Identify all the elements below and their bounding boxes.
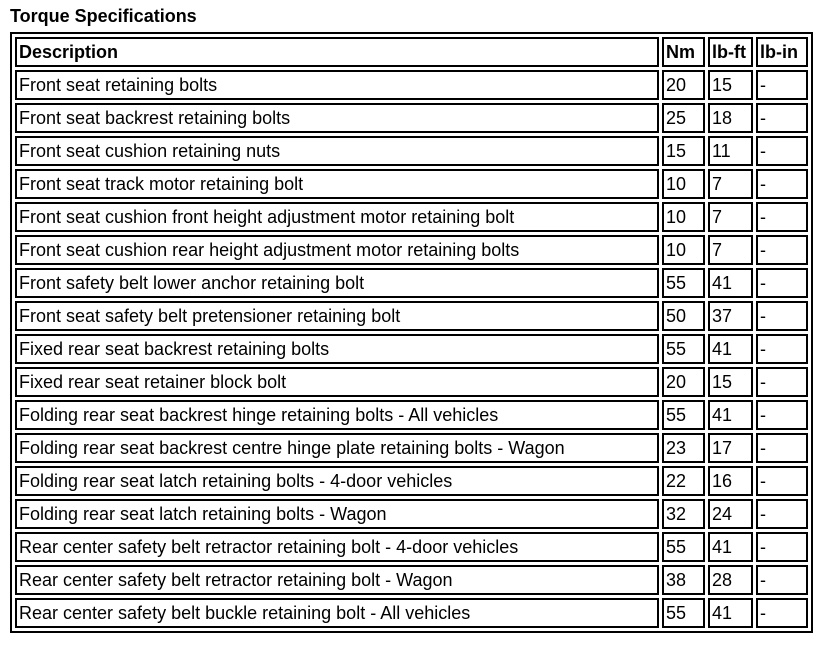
cell-description: Front seat cushion front height adjustment motor retaining bolt <box>15 202 659 232</box>
table-row <box>15 202 808 232</box>
torque-spec-table <box>10 32 813 633</box>
cell-lb-ft: 41 <box>708 400 753 430</box>
cell-lb-ft: 7 <box>708 169 753 199</box>
table-row <box>15 235 808 265</box>
cell-description: Front seat cushion rear height adjustment motor retaining bolts <box>15 235 659 265</box>
cell-lb-ft: 7 <box>708 235 753 265</box>
cell-lb-ft: 41 <box>708 268 753 298</box>
table-header-row <box>15 37 808 67</box>
cell-nm: 55 <box>662 598 705 628</box>
header-lb-ft: lb-ft <box>708 37 753 67</box>
cell-nm: 38 <box>662 565 705 595</box>
cell-lb-ft: 15 <box>708 367 753 397</box>
cell-nm: 20 <box>662 70 705 100</box>
cell-nm: 55 <box>662 334 705 364</box>
cell-description: Fixed rear seat retainer block bolt <box>15 367 659 397</box>
cell-lb-in: - <box>756 598 808 628</box>
header-description: Description <box>15 37 659 67</box>
table-row <box>15 400 808 430</box>
header-nm: Nm <box>662 37 705 67</box>
cell-description: Front seat track motor retaining bolt <box>15 169 659 199</box>
table-row <box>15 499 808 529</box>
cell-lb-ft: 7 <box>708 202 753 232</box>
cell-lb-in: - <box>756 367 808 397</box>
cell-description: Front safety belt lower anchor retaining bolt <box>15 268 659 298</box>
cell-description: Folding rear seat latch retaining bolts - Wagon <box>15 499 659 529</box>
cell-description: Rear center safety belt retractor retaining bolt - Wagon <box>15 565 659 595</box>
cell-lb-ft: 15 <box>708 70 753 100</box>
table-row <box>15 169 808 199</box>
table-row <box>15 70 808 100</box>
page-title: Torque Specifications <box>10 6 197 26</box>
table-row <box>15 466 808 496</box>
cell-lb-ft: 37 <box>708 301 753 331</box>
cell-lb-in: - <box>756 169 808 199</box>
cell-lb-in: - <box>756 433 808 463</box>
cell-nm: 55 <box>662 268 705 298</box>
cell-lb-ft: 18 <box>708 103 753 133</box>
cell-description: Folding rear seat backrest centre hinge plate retaining bolts - Wagon <box>15 433 659 463</box>
cell-lb-ft: 41 <box>708 532 753 562</box>
cell-lb-in: - <box>756 334 808 364</box>
cell-lb-in: - <box>756 235 808 265</box>
table-row <box>15 103 808 133</box>
table-row <box>15 301 808 331</box>
table-row <box>15 367 808 397</box>
cell-description: Front seat retaining bolts <box>15 70 659 100</box>
cell-lb-ft: 41 <box>708 598 753 628</box>
table-body <box>15 70 808 628</box>
cell-description: Fixed rear seat backrest retaining bolts <box>15 334 659 364</box>
cell-nm: 23 <box>662 433 705 463</box>
cell-lb-in: - <box>756 268 808 298</box>
table-row <box>15 268 808 298</box>
cell-lb-in: - <box>756 136 808 166</box>
table-row <box>15 532 808 562</box>
table-row <box>15 136 808 166</box>
cell-nm: 55 <box>662 532 705 562</box>
cell-description: Rear center safety belt retractor retaining bolt - 4-door vehicles <box>15 532 659 562</box>
cell-nm: 15 <box>662 136 705 166</box>
cell-lb-in: - <box>756 103 808 133</box>
cell-nm: 55 <box>662 400 705 430</box>
cell-nm: 10 <box>662 202 705 232</box>
cell-description: Front seat backrest retaining bolts <box>15 103 659 133</box>
cell-nm: 50 <box>662 301 705 331</box>
cell-nm: 10 <box>662 235 705 265</box>
cell-lb-in: - <box>756 70 808 100</box>
cell-lb-ft: 41 <box>708 334 753 364</box>
cell-description: Rear center safety belt buckle retaining bolt - All vehicles <box>15 598 659 628</box>
cell-nm: 10 <box>662 169 705 199</box>
cell-lb-ft: 16 <box>708 466 753 496</box>
table-row <box>15 433 808 463</box>
cell-description: Folding rear seat latch retaining bolts - 4-door vehicles <box>15 466 659 496</box>
header-lb-in: lb-in <box>756 37 808 67</box>
cell-lb-in: - <box>756 499 808 529</box>
cell-lb-in: - <box>756 202 808 232</box>
cell-lb-ft: 17 <box>708 433 753 463</box>
cell-lb-in: - <box>756 301 808 331</box>
cell-nm: 32 <box>662 499 705 529</box>
table-row <box>15 598 808 628</box>
cell-nm: 22 <box>662 466 705 496</box>
cell-lb-ft: 11 <box>708 136 753 166</box>
table-row <box>15 565 808 595</box>
cell-nm: 25 <box>662 103 705 133</box>
cell-lb-in: - <box>756 466 808 496</box>
cell-lb-in: - <box>756 532 808 562</box>
table-row <box>15 334 808 364</box>
cell-lb-in: - <box>756 565 808 595</box>
cell-description: Front seat safety belt pretensioner retaining bolt <box>15 301 659 331</box>
cell-description: Folding rear seat backrest hinge retaining bolts - All vehicles <box>15 400 659 430</box>
cell-lb-ft: 28 <box>708 565 753 595</box>
cell-description: Front seat cushion retaining nuts <box>15 136 659 166</box>
cell-nm: 20 <box>662 367 705 397</box>
cell-lb-ft: 24 <box>708 499 753 529</box>
cell-lb-in: - <box>756 400 808 430</box>
